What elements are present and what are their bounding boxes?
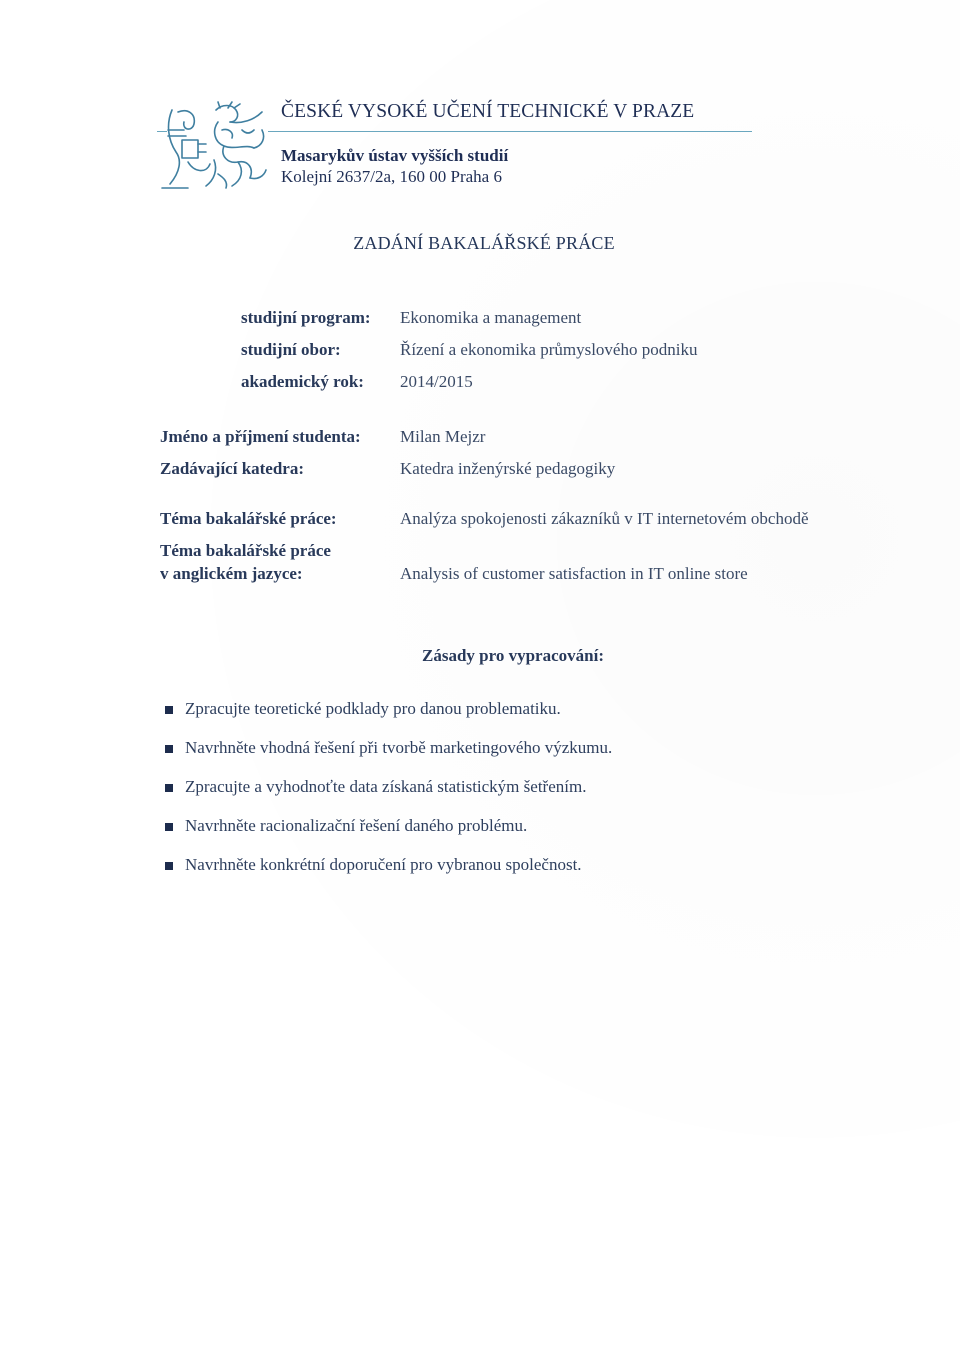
department-value: Katedra inženýrské pedagogiky xyxy=(400,459,616,478)
program-value: Ekonomika a management xyxy=(400,308,582,327)
institute-address: Kolejní 2637/2a, 160 00 Praha 6 xyxy=(281,167,502,186)
header-rule-left xyxy=(157,131,167,132)
bullet-square-icon xyxy=(165,862,173,870)
header-rule xyxy=(268,131,752,132)
department-label: Zadávající katedra: xyxy=(160,459,305,478)
list-item xyxy=(163,854,612,893)
student-name-value: Milan Mejzr xyxy=(400,427,486,446)
list-item-text: Navrhněte racionalizační řešení daného problému. xyxy=(185,816,528,835)
principles-list xyxy=(163,698,612,893)
list-item xyxy=(163,776,612,815)
list-item-text: Zpracujte a vyhodnoťte data získaná statistickým šetřením. xyxy=(185,777,587,796)
thesis-topic-en-label-line2: v anglickém jazyce: xyxy=(160,564,303,583)
list-item xyxy=(163,698,612,737)
year-label: akademický rok: xyxy=(241,372,364,391)
bullet-square-icon xyxy=(165,823,173,831)
field-label: studijní obor: xyxy=(241,340,341,359)
program-label: studijní program: xyxy=(241,308,371,327)
bullet-square-icon xyxy=(165,706,173,714)
bullet-square-icon xyxy=(165,784,173,792)
list-item-text: Navrhněte vhodná řešení při tvorbě marketingového výzkumu. xyxy=(185,738,613,757)
thesis-topic-value: Analýza spokojenosti zákazníků v IT internetovém obchodě xyxy=(400,509,809,528)
institute-name: Masarykův ústav vyšších studií xyxy=(281,146,509,165)
field-value: Řízení a ekonomika průmyslového podniku xyxy=(400,340,698,359)
thesis-topic-en-label-line1: Téma bakalářské práce xyxy=(160,541,331,560)
list-item-text: Navrhněte konkrétní doporučení pro vybranou společnost. xyxy=(185,855,582,874)
list-item-text: Zpracujte teoretické podklady pro danou problematiku. xyxy=(185,699,561,718)
list-item xyxy=(163,737,612,776)
ctu-lion-logo-icon xyxy=(158,100,270,192)
thesis-topic-en-value: Analysis of customer satisfaction in IT online store xyxy=(400,564,748,583)
thesis-topic-label: Téma bakalářské práce: xyxy=(160,509,337,528)
principles-heading: Zásady pro vypracování: xyxy=(422,646,604,665)
document-title: ZADÁNÍ BAKALÁŘSKÉ PRÁCE xyxy=(353,233,615,253)
student-name-label: Jméno a příjmení studenta: xyxy=(160,427,361,446)
list-item xyxy=(163,815,612,854)
year-value: 2014/2015 xyxy=(400,372,473,391)
bullet-square-icon xyxy=(165,745,173,753)
university-name: ČESKÉ VYSOKÉ UČENÍ TECHNICKÉ V PRAZE xyxy=(281,101,695,122)
